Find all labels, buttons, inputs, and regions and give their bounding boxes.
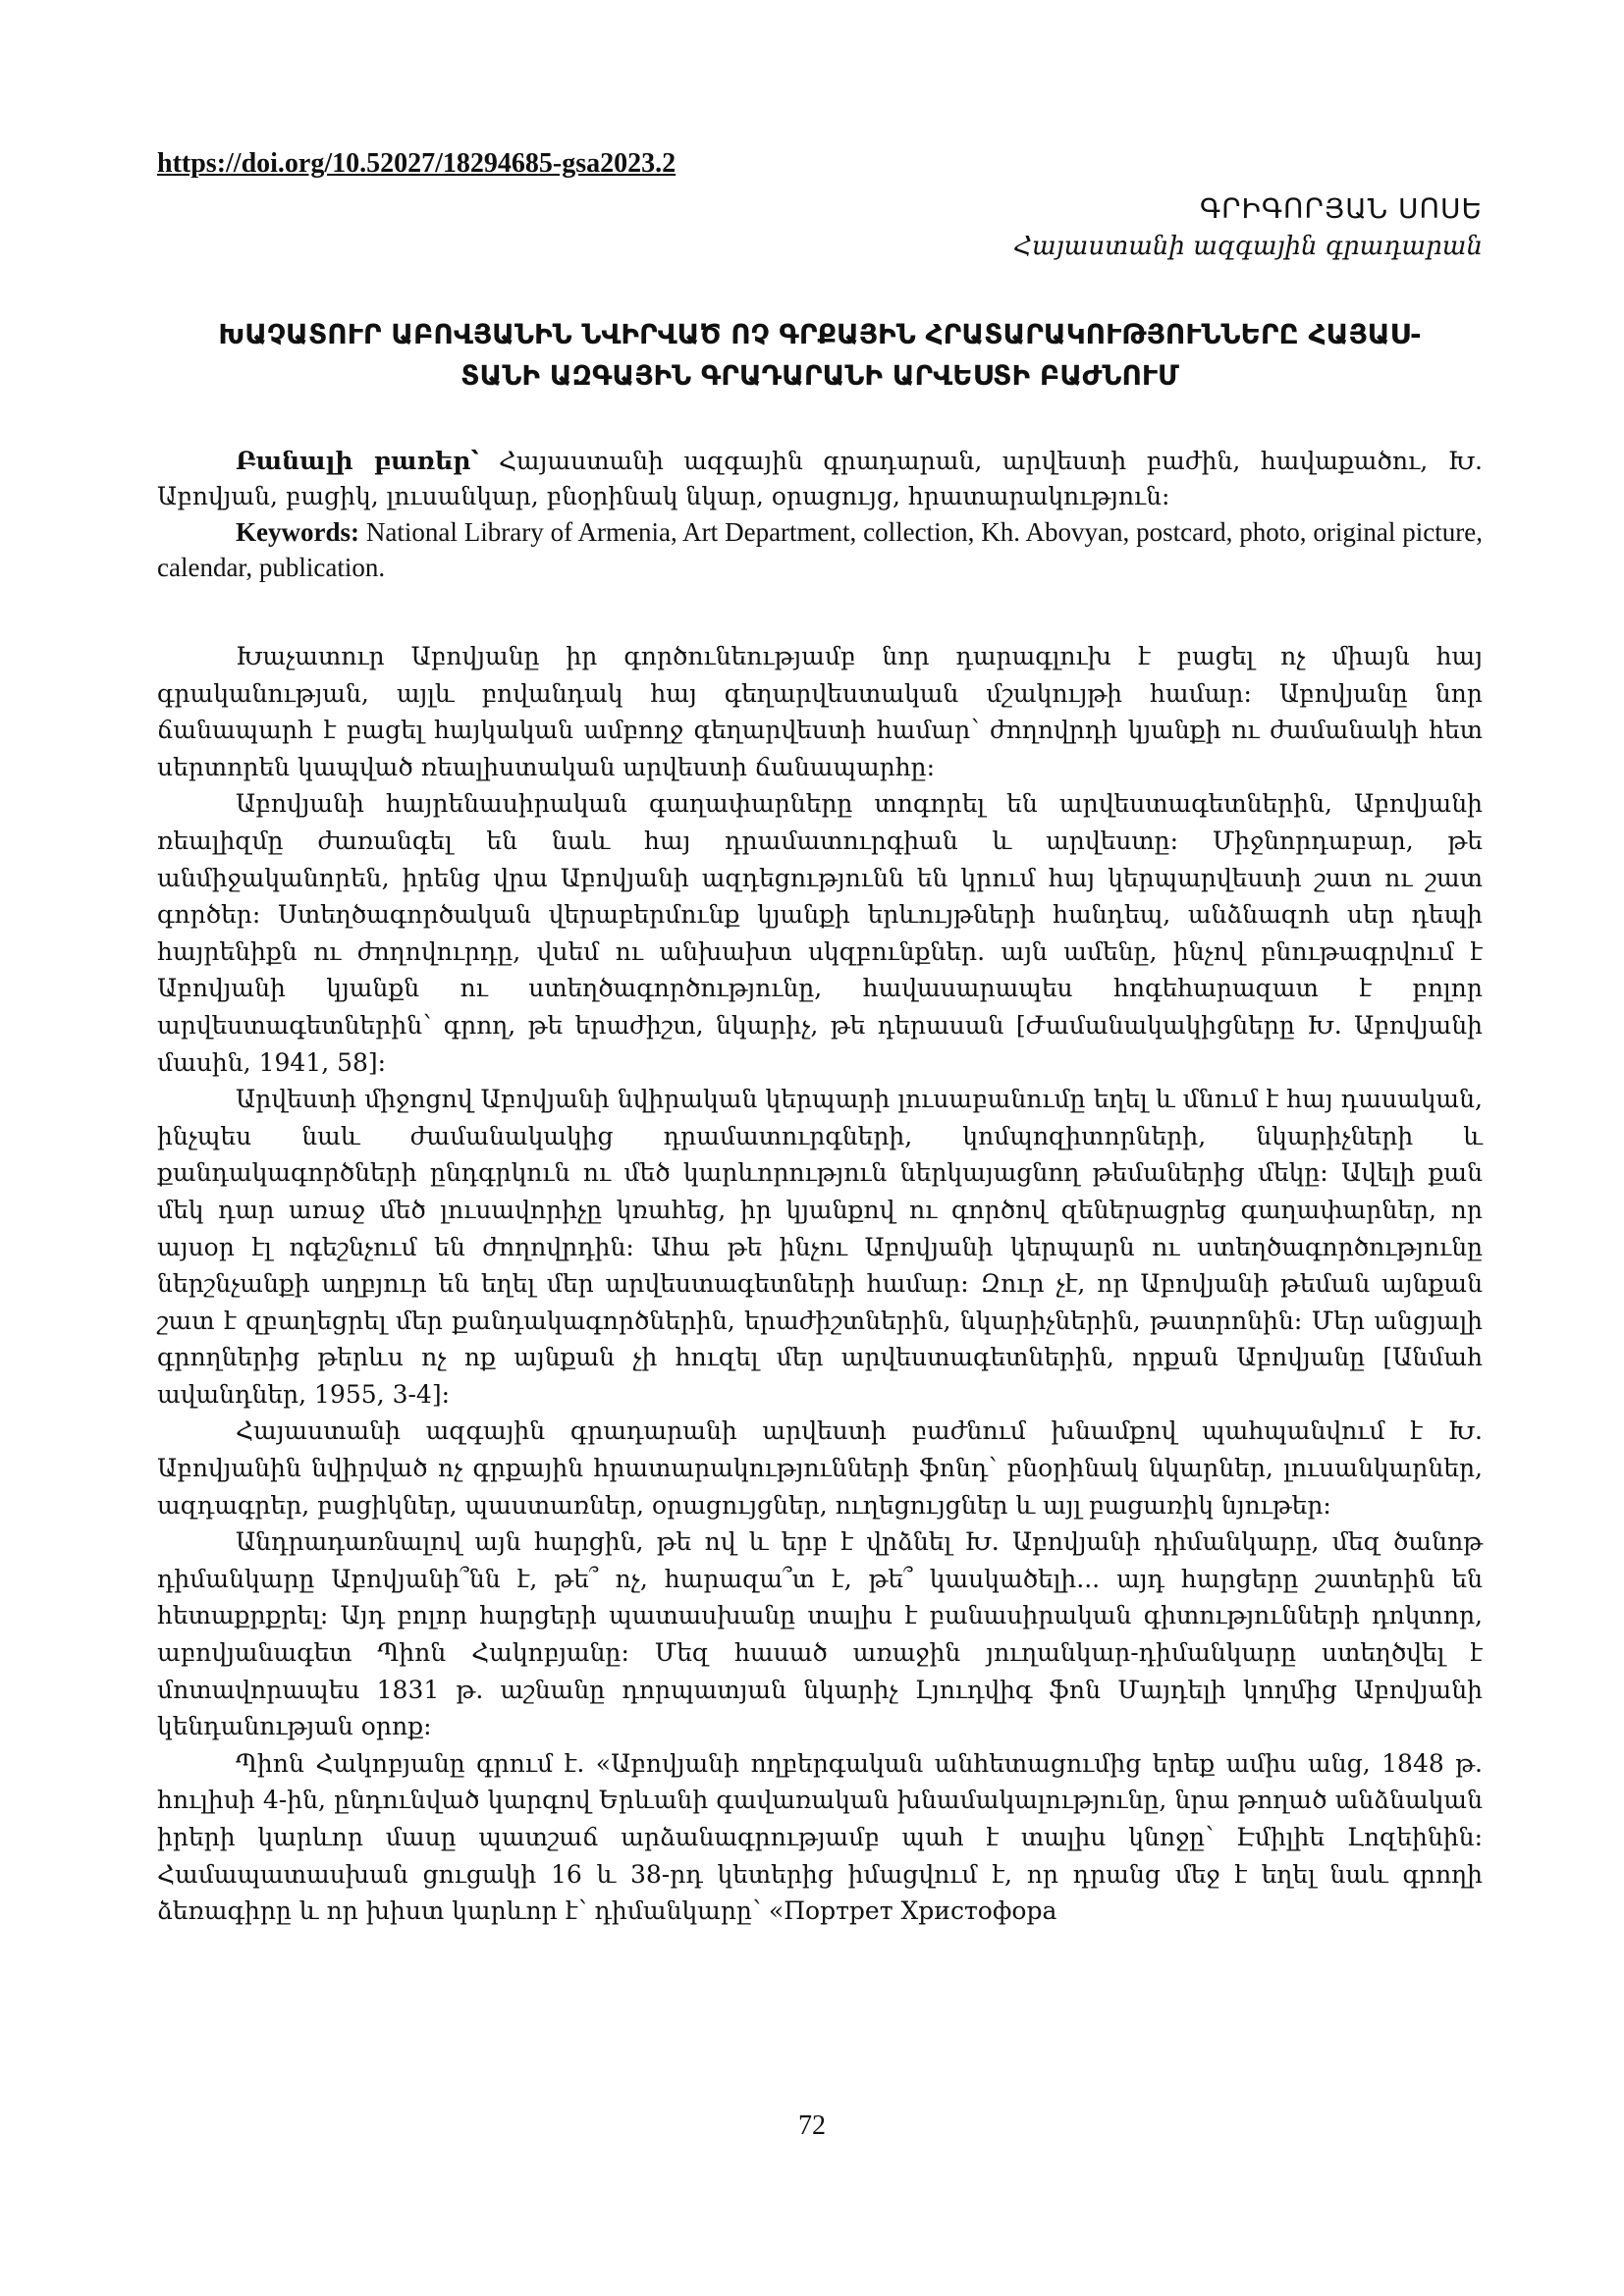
keywords-english-text: National Library of Armenia, Art Department, collection, Kh. Abovyan, postcard, photo, original picture, calendar, publication. <box>157 517 1483 582</box>
keywords-english <box>157 514 1483 585</box>
title-line-2: ՏԱՆԻ ԱԶԳԱՅԻՆ ԳՐԱԴԱՐԱՆԻ ԱՐՎԵՍՏԻ ԲԱԺՆՈՒՄ <box>460 359 1179 392</box>
author-affiliation: Հայաստանի ազգային գրադարան <box>1013 232 1483 261</box>
article-title <box>157 314 1483 397</box>
page-number: 72 <box>798 2110 826 2141</box>
keywords-armenian-text: Հայաստանի ազգային գրադարան, արվեստի բաժին, հավաքածու, Խ. Աբովյան, բացիկ, լուսանկար, բնօրինակ նկար, օրացույց, հրատարակություն: <box>157 447 1483 510</box>
keywords-armenian-label: Բանալի բառեր՝ <box>236 447 479 475</box>
keywords-section <box>157 444 1483 585</box>
body-paragraph: Հայաստանի ազգային գրադարանի արվեստի բաժնում խնամքով պահպանվում է Խ. Աբովյանին նվիրված ոչ գրքային հրատարակությունների ֆոնդ՝ բնօրինակ նկարներ, լուսանկարներ, ազդագրեր, բացիկներ, պաստառներ, օրացույցներ, ուղեցույցներ և այլ բացառիկ նյութեր: <box>157 1416 1483 1520</box>
body-paragraph: Աբովյանի հայրենասիրական գաղափարները տոգորել են արվեստագետներին, Աբովյանի ռեալիզմը ժառանգել են նաև հայ դրամատուրգիան և արվեստը: Միջնորդաբար, թե անմիջականորեն, իրենց վրա Աբովյանի ազդեցությունն են կրում հայ կերպարվեստի շատ ու շատ գործեր: Ստեղծագործական վերաբերմունք կյանքի երևույթների հանդեպ, անձնազոհ սեր դեպի հայրենիքն ու ժողովուրդը, վսեմ ու անխախտ սկզբունքներ. այն ամենը, ինչով բնութագրվում է Աբովյանի կյանքն ու ստեղծագործությունը, հավասարապես հոգեհարազատ է բոլոր արվեստագետներին՝ գրող, թե երաժիշտ, նկարիչ, թե դերասան [Ժամանակակիցները Խ. Աբովյանի մասին, 1941, 58]: <box>157 789 1483 1077</box>
body-paragraph: Անդրադառնալով այն հարցին, թե ով և երբ է վրձնել Խ. Աբովյանի դիմանկարը, մեզ ծանոթ դիմանկարը Աբովյանի՞նն է, թե՞ ոչ, հարազա՞տ է, թե՞ կասկածելի... այդ հարցերը շատերին են հետաքրքրել: Այդ բոլոր հարցերի պատասխանը տալիս է բանասիրական գիտությունների դոկտոր, աբովյանագետ Պիոն Հակոբյանը: Մեզ հասած առաջին յուղանկար-դիմանկարը ստեղծվել է մոտավորապես 1831 թ. աշնանը դորպատյան նկարիչ Լյուդվիգ ֆոն Մայդելի կողմից Աբովյանի կենդանության օրոք: <box>157 1527 1483 1741</box>
body-paragraph: Խաչատուր Աբովյանը իր գործունեությամբ նոր դարագլուխ է բացել ոչ միայն հայ գրականության, այլև բովանդակ հայ գեղարվեստական մշակույթի համար: Աբովյանը նոր ճանապարհ է բացել հայկական ամբողջ գեղարվեստի համար՝ ժողովրդի կյանքի ու ժամանակի հետ սերտորեն կապված ռեալիստական արվեստի ճանապարհը: <box>157 642 1483 781</box>
author-name: ԳՐԻԳՈՐՅԱՆ ՍՈՍԵ <box>1200 192 1483 225</box>
article-body <box>157 638 1483 1930</box>
body-paragraph: Արվեստի միջոցով Աբովյանի նվիրական կերպարի լուսաբանումը եղել և մնում է հայ դասական, ինչպես նաև ժամանակակից դրամատուրգների, կոմպոզիտորների, նկարիչների և քանդակագործների ընդգրկուն ու մեծ կարևորություն ներկայացնող թեմաներից մեկը: Ավելի քան մեկ դար առաջ մեծ լուսավորիչը կռահեց, իր կյանքով ու գործով զեներացրեց գաղափարներ, որ այսօր էլ ոգեշնչում են ժողովրդին: Ահա թե ինչու Աբովյանի կերպարն ու ստեղծագործությունը ներշնչանքի աղբյուր են եղել մեր արվեստագետների համար: Զուր չէ, որ Աբովյանի թեման այնքան շատ է զբաղեցրել մեր քանդակագործներին, երաժիշտներին, նկարիչներին, թատրոնին: Մեր անցյալի գրողներից թերևս ոչ ոք այնքան չի հուզել մեր արվեստագետներին, որքան Աբովյանը [Անմահ ավանդներ, 1955, 3-4]: <box>157 1085 1483 1409</box>
doi-link[interactable]: https://doi.org/10.52027/18294685-gsa2023.2 <box>157 148 677 179</box>
keywords-armenian <box>157 444 1483 514</box>
author-block <box>157 190 1483 265</box>
body-paragraph: Պիոն Հակոբյանը գրում է. «Աբովյանի ողբերգական անհետացումից երեք ամիս անց, 1848 թ. հուլիսի 4-ին, ընդունված կարգով Երևանի գավառական խնամակալությունը, նրա թողած անձնական իրերի կարևոր մասը պատշաճ արձանագրությամբ պահ է տալիս կնոջը՝ Էմիլիե Լոզեինին: Համապատասխան ցուցակի 16 և 38-րդ կետերից իմացվում է, որ դրանց մեջ է եղել նաև գրողի ձեռագիրը և որ խիստ կարևոր է՝ դիմանկարը՝ «Портрет Христофора <box>157 1748 1483 1926</box>
title-line-1: ԽԱՉԱՏՈՒՐ ԱԲՈՎՅԱՆԻՆ ՆՎԻՐՎԱԾ ՈՉ ԳՐՔԱՅԻՆ ՀՐԱՏԱՐԱԿՈՒԹՅՈՒՆՆԵՐԸ ՀԱՅԱՍ- <box>218 318 1422 350</box>
document-page <box>157 147 1483 1930</box>
keywords-english-label: Keywords: <box>236 517 359 547</box>
